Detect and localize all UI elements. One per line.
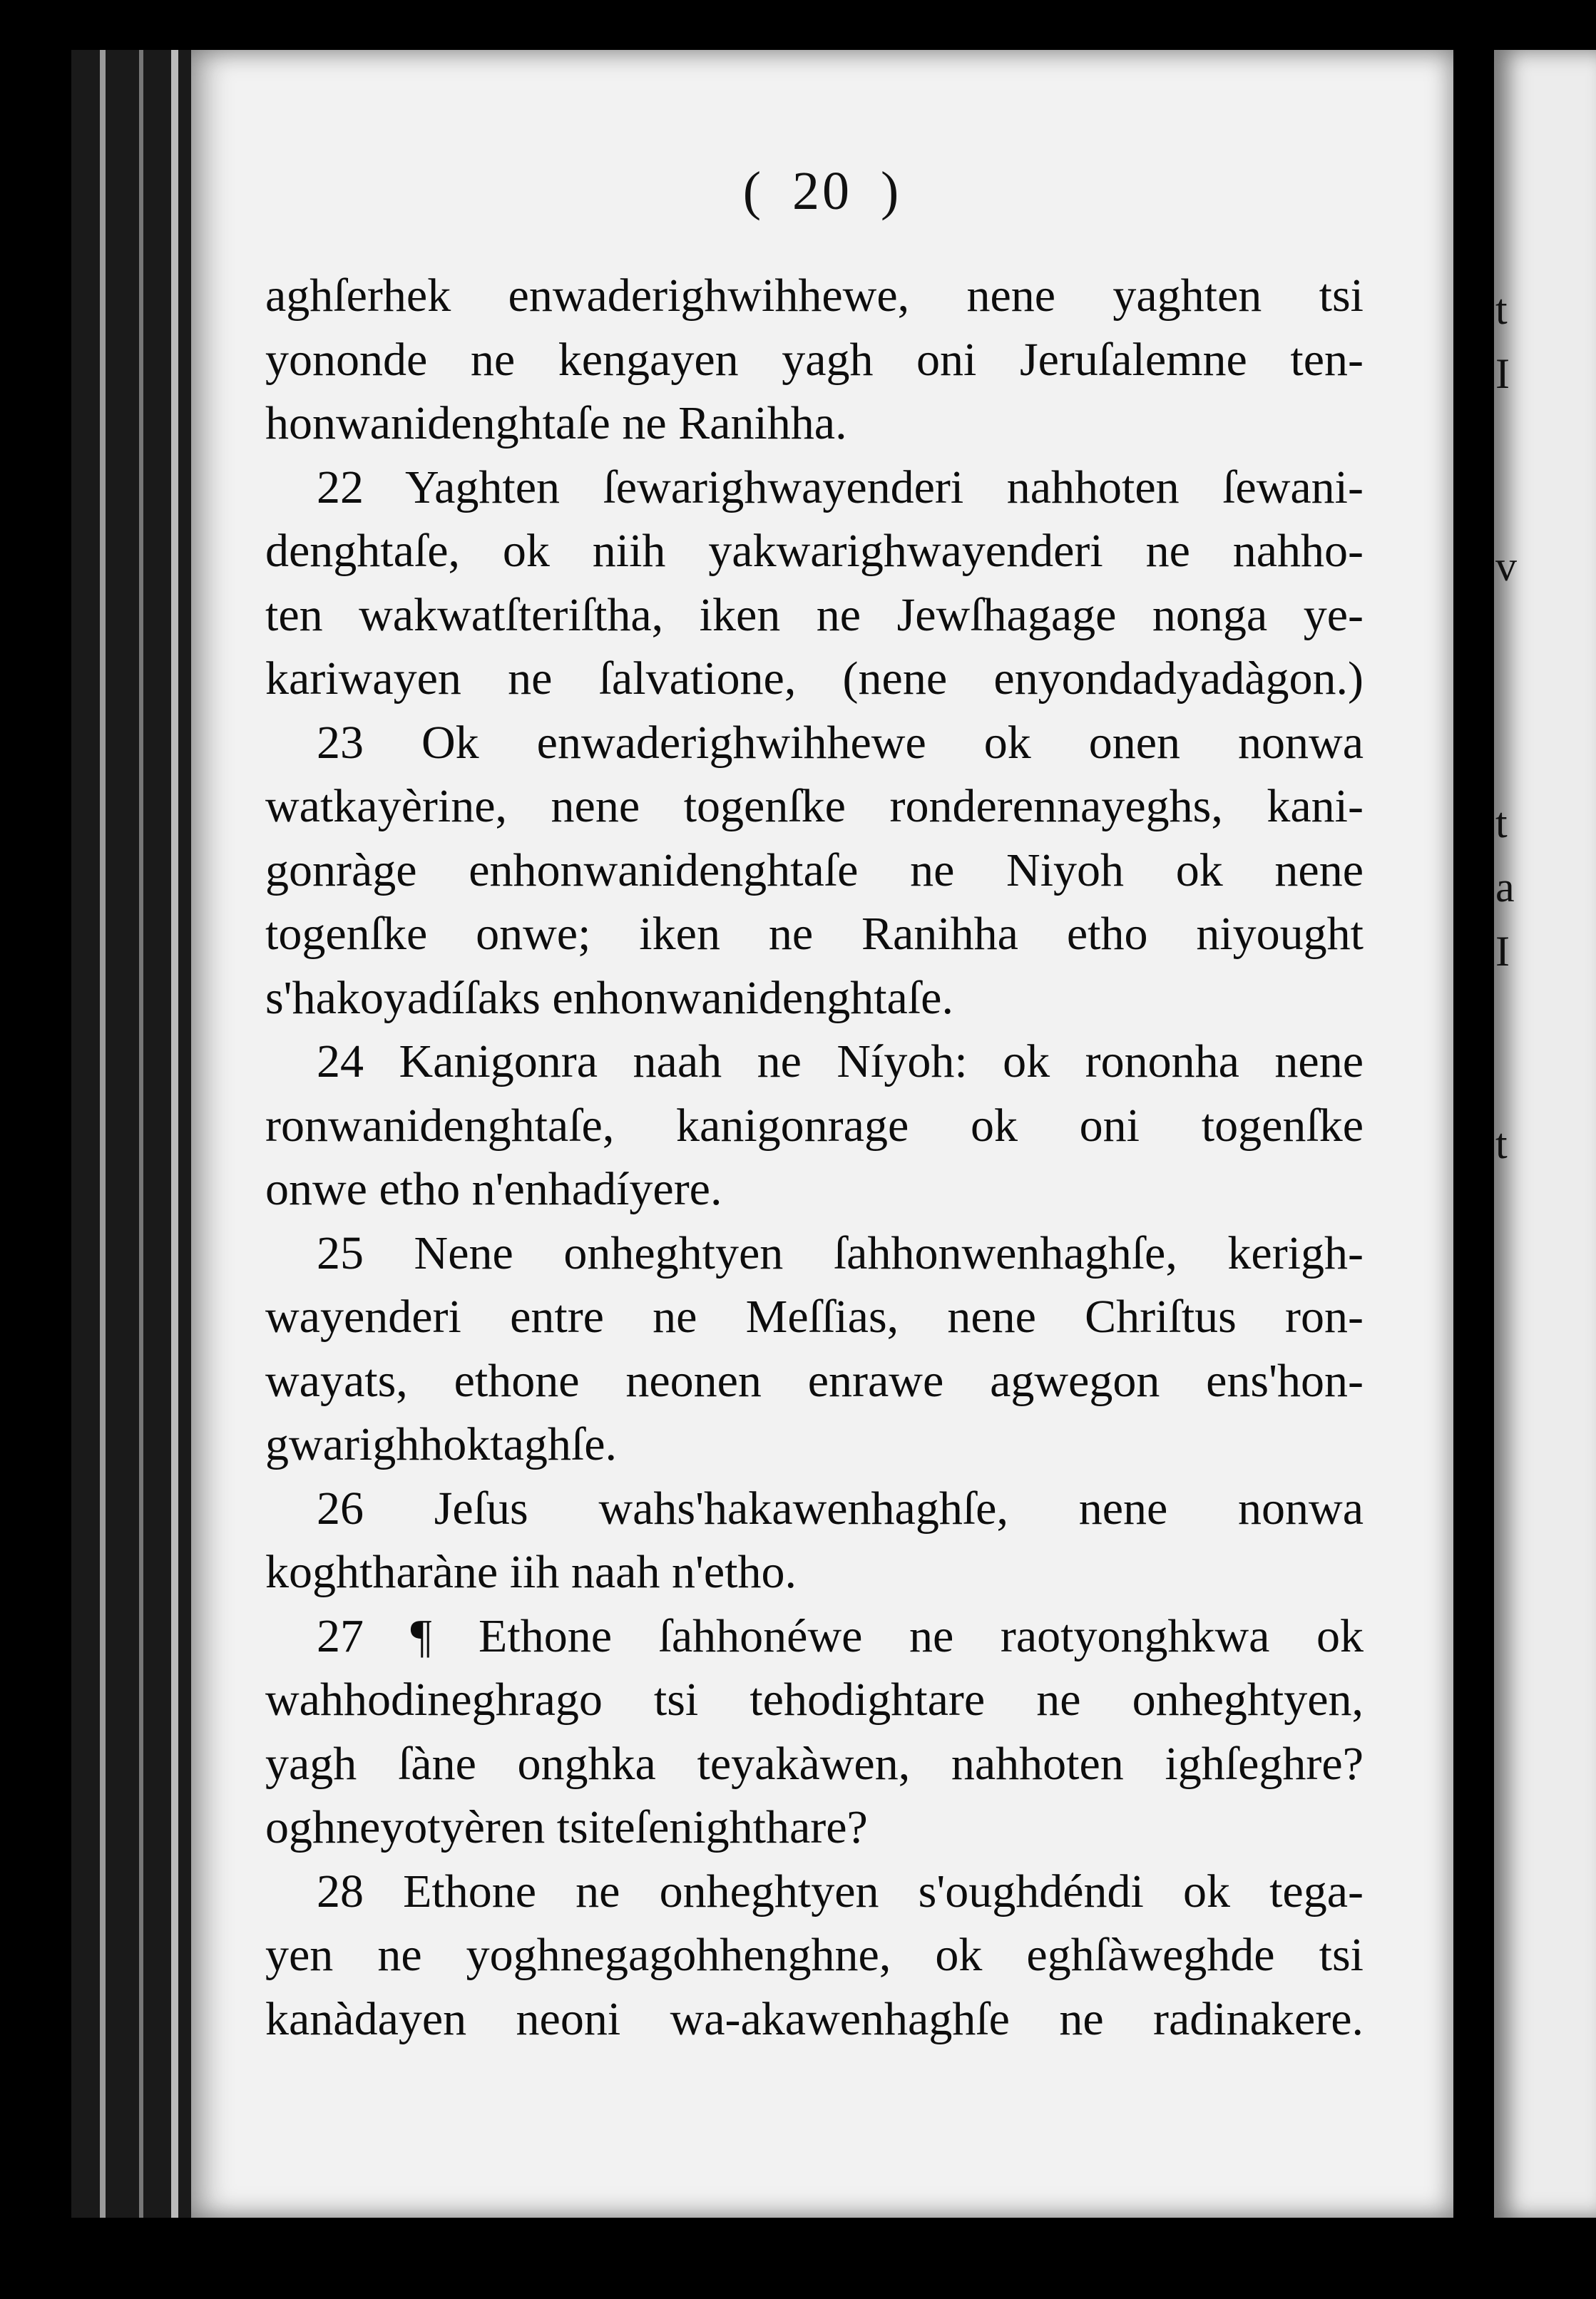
verse-first-line: 27 ¶ Ethone ſahhonéwe ne raotyonghkwa ok [317,1609,1364,1662]
page-number-close-paren: ) [881,161,902,221]
facing-page-fragment: t [1495,286,1508,333]
facing-page-fragment: v [1495,543,1517,590]
facing-page-edge [1494,50,1596,2218]
text-line: yen ne yoghnegagohhenghne, ok eghſàweghde tsi [265,1929,1364,1981]
text-line: ten wakwatſteriſtha, iken ne Jewſhagage nonga ye- [265,588,1364,641]
page-edge [171,50,178,2218]
text-line: denghtaſe, ok niih yakwarighwayenderi ne nahho- [265,525,1364,577]
page-edge [100,50,106,2218]
text-line: ronwanidenghtaſe, kanigonrage ok oni togenſke [265,1099,1364,1152]
verse-first-line: 25 Nene onheghtyen ſahhonwenhaghſe, kerigh- [317,1227,1364,1279]
text-line: wayenderi entre ne Meſſias, nene Chriſtus ron- [265,1291,1364,1343]
verse-first-line: 23 Ok enwaderighwihhewe ok onen nonwa [317,716,1364,769]
text-line: kariwayen ne ſalvatione, (nene enyondadyadàgon.) [265,652,1364,705]
text-line: yagh ſàne onghka teyakàwen, nahhoten ighſeghre? [265,1737,1364,1790]
text-line: togenſke onwe; iken ne Ranihha etho niyought [265,908,1364,960]
body-text [265,264,1364,2051]
verse-first-line: 24 Kanigonra naah ne Níyoh: ok rononha nene [317,1035,1364,1087]
text-line: gonràge enhonwanidenghtaſe ne Niyoh ok nene [265,844,1364,896]
text-line: yononde ne kengayen yagh oni Jeruſalemne ten- [265,333,1364,386]
facing-page-fragment: t [1495,1120,1508,1167]
facing-page-fragment: I [1495,928,1510,975]
facing-page-fragment: I [1495,350,1510,397]
facing-page-fragment: a [1495,864,1515,911]
book-gutter [71,50,196,2218]
text-line: s'hakoyadíſaks enhonwanidenghtaſe. [265,971,953,1024]
page-number-open-paren: ( [742,161,764,221]
page-number [191,160,1453,222]
page-edge [139,50,143,2218]
text-line: honwanidenghtaſe ne Ranihha. [265,397,847,449]
text-line: wayats, ethone neonen enrawe agwegon ens'hon- [265,1354,1364,1407]
facing-page-fragment: t [1495,799,1508,846]
verse-first-line: 26 Jeſus wahs'hakawenhaghſe, nene nonwa [317,1482,1364,1535]
page-number-value: 20 [792,161,852,221]
text-line: watkayèrine, nene togenſke ronderennayeghs, kani- [265,780,1364,832]
text-line: gwarighhoktaghſe. [265,1418,618,1470]
text-line: onwe etho n'enhadíyere. [265,1163,722,1215]
text-line: oghneyotyèren tsiteſenighthare? [265,1801,868,1853]
verse-first-line: 28 Ethone ne onheghtyen s'oughdéndi ok tega- [317,1865,1364,1917]
text-line: kanàdayen neoni wa-akawenhaghſe ne radinakere. [265,1992,1364,2045]
text-line: wahhodineghrago tsi tehodightare ne onheghtyen, [265,1674,1364,1726]
text-line: aghſerhek enwaderighwihhewe, nene yaghten tsi [265,270,1364,322]
verse-first-line: 22 Yaghten ſewarighwayenderi nahhoten ſewani- [317,461,1364,513]
text-line: koghtharàne iih naah n'etho. [265,1546,797,1598]
